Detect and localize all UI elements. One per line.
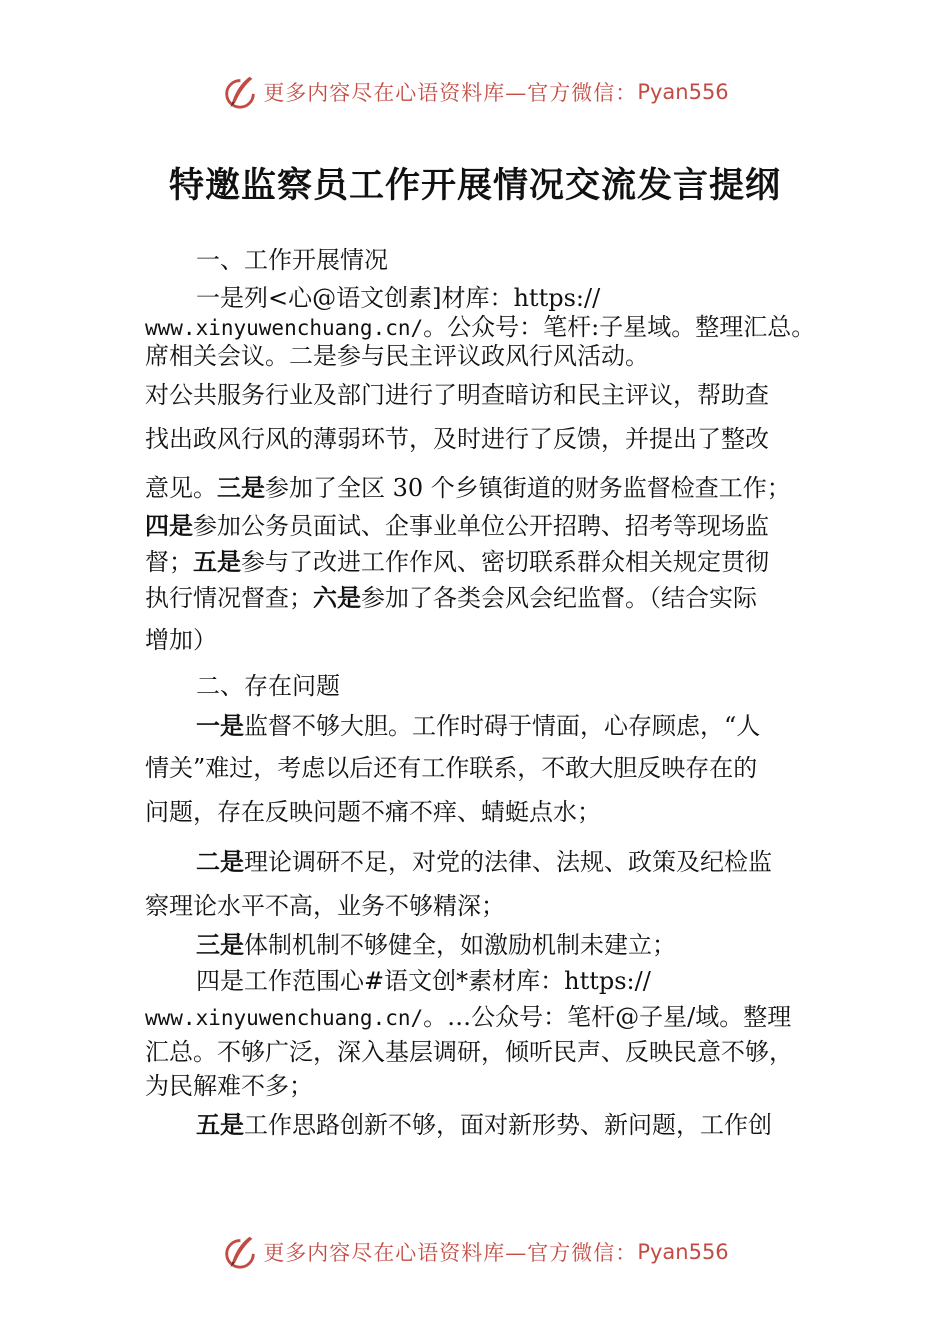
quill-pen-logo-icon [221, 1233, 259, 1271]
bold-marker: 五是 [193, 548, 241, 576]
document-title: 特邀监察员工作开展情况交流发言提纲 [168, 166, 781, 206]
paragraph-line [196, 710, 760, 742]
paragraph-line [196, 846, 772, 878]
footer-wechat-id: Pyan556 [637, 1240, 729, 1264]
bold-marker: 五是 [196, 1111, 244, 1139]
text-span: 。公众号：笔杆:子星域。整理汇总。 [423, 313, 816, 341]
text-span: 。…公众号：笔杆@子星/域。整理 [423, 1003, 792, 1031]
text-span: 工作思路创新不够，面对新形势、新问题，工作创 [244, 1111, 772, 1139]
footer-banner-text: 更多内容尽在心语资料库—官方微信： [263, 1241, 638, 1265]
header-wechat-id: Pyan556 [637, 80, 729, 104]
watermark-url: www.xinyuwenchuang.cn/ [145, 316, 424, 340]
bold-marker: 一是 [196, 712, 244, 740]
text-span: 督； [145, 548, 193, 576]
bold-marker: 三是 [196, 931, 244, 959]
paragraph-line [145, 472, 791, 504]
paragraph-line: 情关”难过，考虑以后还有工作联系，不敢大胆反映存在的 [145, 754, 758, 782]
paragraph-line: 问题，存在反映问题不痛不痒、蜻蜓点水； [145, 798, 601, 826]
paragraph-line [196, 282, 600, 314]
bold-marker: 六是 [313, 584, 361, 612]
paragraph-line [196, 1109, 772, 1141]
section-heading-work-progress: 一、工作开展情况 [196, 246, 388, 274]
text-span: 意见。 [145, 474, 217, 502]
paragraph-line: 四是工作范围心#语文创*素材库：https:// [196, 967, 651, 995]
paragraph-line [196, 929, 676, 961]
text-span: 理论调研不足，对党的法律、法规、政策及纪检监 [244, 848, 772, 876]
text-span: 参与了改进工作作风、密切联系群众相关规定贯彻 [241, 548, 769, 576]
paragraph-line: 席相关会议。二是参与民主评议政风行风活动。 [145, 342, 649, 370]
bold-marker: 四是 [145, 512, 193, 540]
header-banner-text: 更多内容尽在心语资料库—官方微信： [263, 81, 638, 105]
paragraph-line: 增加） [145, 626, 217, 654]
paragraph-line: 察理论水平不高，业务不够精深； [145, 892, 505, 920]
header-banner [0, 70, 950, 114]
text-span: 参加公务员面试、企事业单位公开招聘、招考等现场监 [193, 512, 769, 540]
text-span: 一是列<心@语文创素]材库：https:// [196, 284, 601, 312]
section-heading-problems: 二、存在问题 [196, 672, 340, 700]
paragraph-line: 汇总。不够广泛，深入基层调研，倾听民声、反映民意不够， [145, 1038, 793, 1066]
paragraph-line: 找出政风行风的薄弱环节，及时进行了反馈，并提出了整改 [145, 425, 769, 453]
bold-marker: 二是 [196, 848, 244, 876]
text-span: 监督不够大胆。工作时碍于情面，心存顾虑，“人 [244, 712, 761, 740]
text-span: 执行情况督查； [145, 584, 313, 612]
text-span: 体制机制不够健全，如激励机制未建立； [244, 931, 676, 959]
paragraph-line [145, 582, 757, 614]
text-span: 参加了各类会风会纪监督。（结合实际 [361, 584, 757, 612]
paragraph-line [145, 510, 769, 542]
watermark-url: www.xinyuwenchuang.cn/ [145, 1006, 424, 1030]
text-span: 参加了全区 30 个乡镇街道的财务监督检查工作； [265, 474, 791, 502]
footer-banner [0, 1230, 950, 1274]
paragraph-line: 对公共服务行业及部门进行了明查暗访和民主评议，帮助查 [145, 381, 769, 409]
paragraph-line [145, 1001, 791, 1034]
paragraph-line [145, 546, 769, 578]
bold-marker: 三是 [217, 474, 265, 502]
paragraph-line: 为民解难不多； [145, 1072, 313, 1100]
quill-pen-logo-icon [221, 73, 259, 111]
